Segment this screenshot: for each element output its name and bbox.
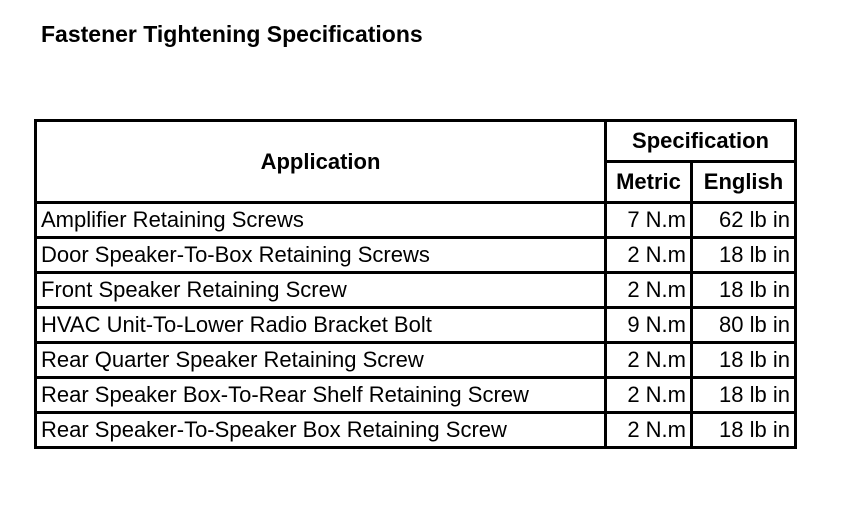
- english-cell: 62 lb in: [692, 203, 796, 238]
- table-body: [36, 203, 796, 448]
- application-cell: Rear Speaker Box-To-Rear Shelf Retaining Screw: [36, 378, 606, 413]
- application-cell: HVAC Unit-To-Lower Radio Bracket Bolt: [36, 308, 606, 343]
- application-header: Application: [36, 121, 606, 203]
- english-cell: 18 lb in: [692, 413, 796, 448]
- metric-cell: 2 N.m: [606, 413, 692, 448]
- table-row: [36, 273, 796, 308]
- application-cell: Amplifier Retaining Screws: [36, 203, 606, 238]
- metric-cell: 2 N.m: [606, 343, 692, 378]
- table-row: [36, 413, 796, 448]
- metric-cell: 7 N.m: [606, 203, 692, 238]
- specification-header: Specification: [606, 121, 796, 162]
- metric-cell: 2 N.m: [606, 378, 692, 413]
- english-cell: 18 lb in: [692, 273, 796, 308]
- table-row: [36, 238, 796, 273]
- english-cell: 18 lb in: [692, 238, 796, 273]
- metric-cell: 2 N.m: [606, 273, 692, 308]
- table-row: [36, 308, 796, 343]
- english-cell: 18 lb in: [692, 378, 796, 413]
- metric-cell: 2 N.m: [606, 238, 692, 273]
- metric-header: Metric: [606, 162, 692, 203]
- document-title: Fastener Tightening Specifications: [41, 21, 423, 47]
- application-cell: Rear Quarter Speaker Retaining Screw: [36, 343, 606, 378]
- table-row: [36, 203, 796, 238]
- application-cell: Rear Speaker-To-Speaker Box Retaining Screw: [36, 413, 606, 448]
- english-cell: 80 lb in: [692, 308, 796, 343]
- table-row: [36, 378, 796, 413]
- metric-cell: 9 N.m: [606, 308, 692, 343]
- header-row-top: [36, 121, 796, 162]
- table-row: [36, 343, 796, 378]
- application-cell: Front Speaker Retaining Screw: [36, 273, 606, 308]
- application-cell: Door Speaker-To-Box Retaining Screws: [36, 238, 606, 273]
- english-header: English: [692, 162, 796, 203]
- english-cell: 18 lb in: [692, 343, 796, 378]
- fastener-spec-table: [34, 119, 797, 449]
